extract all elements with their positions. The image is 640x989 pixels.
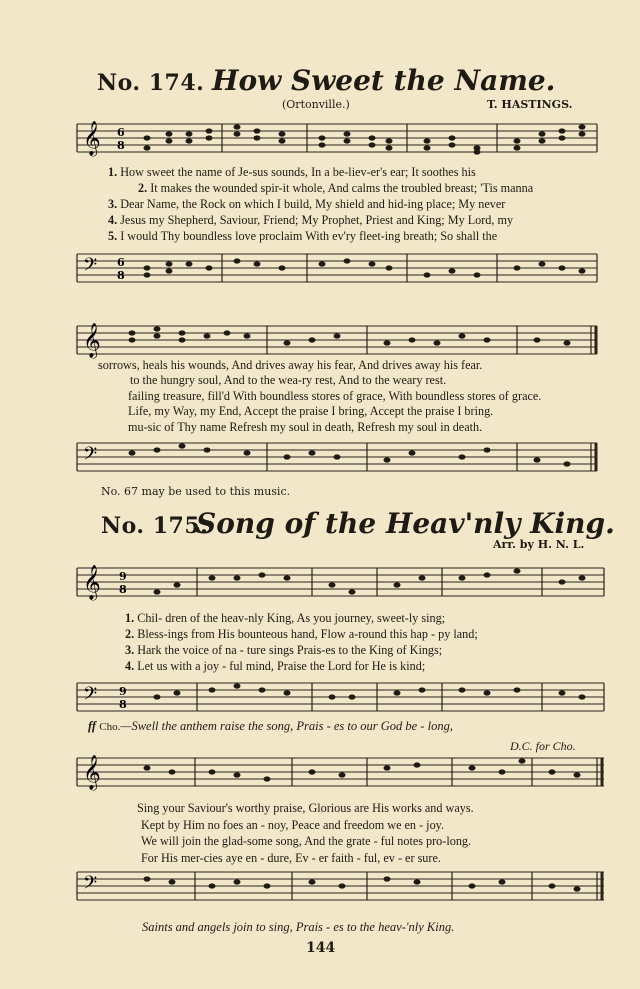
page-number: 144 [306,940,336,956]
verse-line: 3. Dear Name, the Rock on which I build, My shield and hid-ing place; My never [108,197,506,211]
svg-text:8: 8 [119,698,127,711]
hymn-175-dc: D.C. for Cho. [510,739,576,753]
svg-text:𝄞: 𝄞 [83,121,101,156]
svg-text:𝄞: 𝄞 [83,565,101,600]
verse-line: 2. It makes the wounded spir-it whole, And calms the troubled breast; 'Tis manna [138,181,534,195]
staff-174-1-bass [77,254,597,296]
hymn-174-verses-bottom [98,358,541,435]
verse-line: 4. Jesus my Shepherd, Saviour, Friend; My Prophet, Priest and King; My Lord, my [108,213,514,227]
svg-text:9: 9 [119,570,127,583]
verse-line: failing treasure, fill'd With boundless stores of grace, With boundless stores of grace. [128,388,542,403]
verse-line: We will join the glad-some song, And the grate - ful notes pro-long. [141,834,472,848]
hymn-174-composer: T. HASTINGS. [487,98,573,111]
svg-text:𝄢: 𝄢 [83,255,98,280]
verse-line: 5. I would Thy boundless love proclaim With ev'ry fleet-ing breath; So shall the [108,229,498,243]
verse-line: 1. Chil- dren of the heav-nly King, As you journey, sweet-ly sing; [125,611,446,625]
svg-text:6: 6 [117,126,125,139]
hymn-174-tune: (Ortonville.) [282,98,350,111]
svg-text:8: 8 [119,583,127,596]
svg-text:𝄢: 𝄢 [83,684,98,709]
svg-text:𝄢: 𝄢 [83,873,98,898]
hymn-175-number: No. 175. [101,513,209,539]
svg-text:6: 6 [117,256,125,269]
verse-line: 1. How sweet the name of Je-sus sounds, In a be-liev-er's ear; It soothes his [108,165,476,179]
hymn-174-title: How Sweet the Name. [212,64,556,97]
hymn-175-chorus-end: Saints and angels join to sing, Prais - es to the heav-'nly King. [142,920,455,934]
verse-line: Sing your Saviour's worthy praise, Glorious are His works and ways. [137,801,474,815]
hymn-174-number: No. 174. [97,70,205,96]
verse-line: sorrows, heals his wounds, And drives away his fear, And drives away his fear. [98,358,483,372]
hymn-175-chorus-line: ff Cho.—Swell the anthem raise the song, Prais - es to our God be - long, [88,719,453,733]
staff-175-1-treble [77,565,604,610]
staff-175-2-bass [77,872,604,914]
hymn-175-arranger: Arr. by H. N. L. [493,538,585,551]
svg-text:8: 8 [117,269,125,282]
hymn-175-verses-bottom [137,800,474,866]
verse-line: Kept by Him no foes an - noy, Peace and freedom we en - joy. [141,817,445,832]
staff-175-2-treble [77,755,604,800]
svg-text:𝄞: 𝄞 [83,323,101,358]
verse-line: to the hungry soul, And to the wea-ry rest, And to the weary rest. [130,373,447,388]
svg-text:9: 9 [119,685,127,698]
verse-line: mu-sic of Thy name Refresh my soul in death, Refresh my soul in death. [128,419,483,434]
svg-text:8: 8 [117,139,125,152]
verse-line: For His mer-cies aye en - dure, Ev - er faith - ful, ev - er sure. [141,850,441,865]
hymn-175-title: Song of the Heav'nly King. [196,507,615,540]
staff-174-2-bass [77,443,597,485]
verse-line: Life, my Way, my End, Accept the praise I bring, Accept the praise I bring. [128,404,494,419]
svg-text:𝄢: 𝄢 [83,444,98,469]
svg-text:𝄞: 𝄞 [83,755,101,790]
verse-line: 4. Let us with a joy - ful mind, Praise the Lord for He is kind; [125,659,426,673]
hymn-174-verses-top [108,164,533,244]
verse-line: 3. Hark the voice of na - ture sings Prais-es to the King of Kings; [125,643,443,657]
hymn-174-note: No. 67 may be used to this music. [101,485,291,498]
staff-174-1-treble [77,121,597,166]
verse-line: 2. Bless-ings from His bounteous hand, Flow a-round this hap - py land; [125,627,478,641]
hymn-175-verses-top [125,610,478,674]
